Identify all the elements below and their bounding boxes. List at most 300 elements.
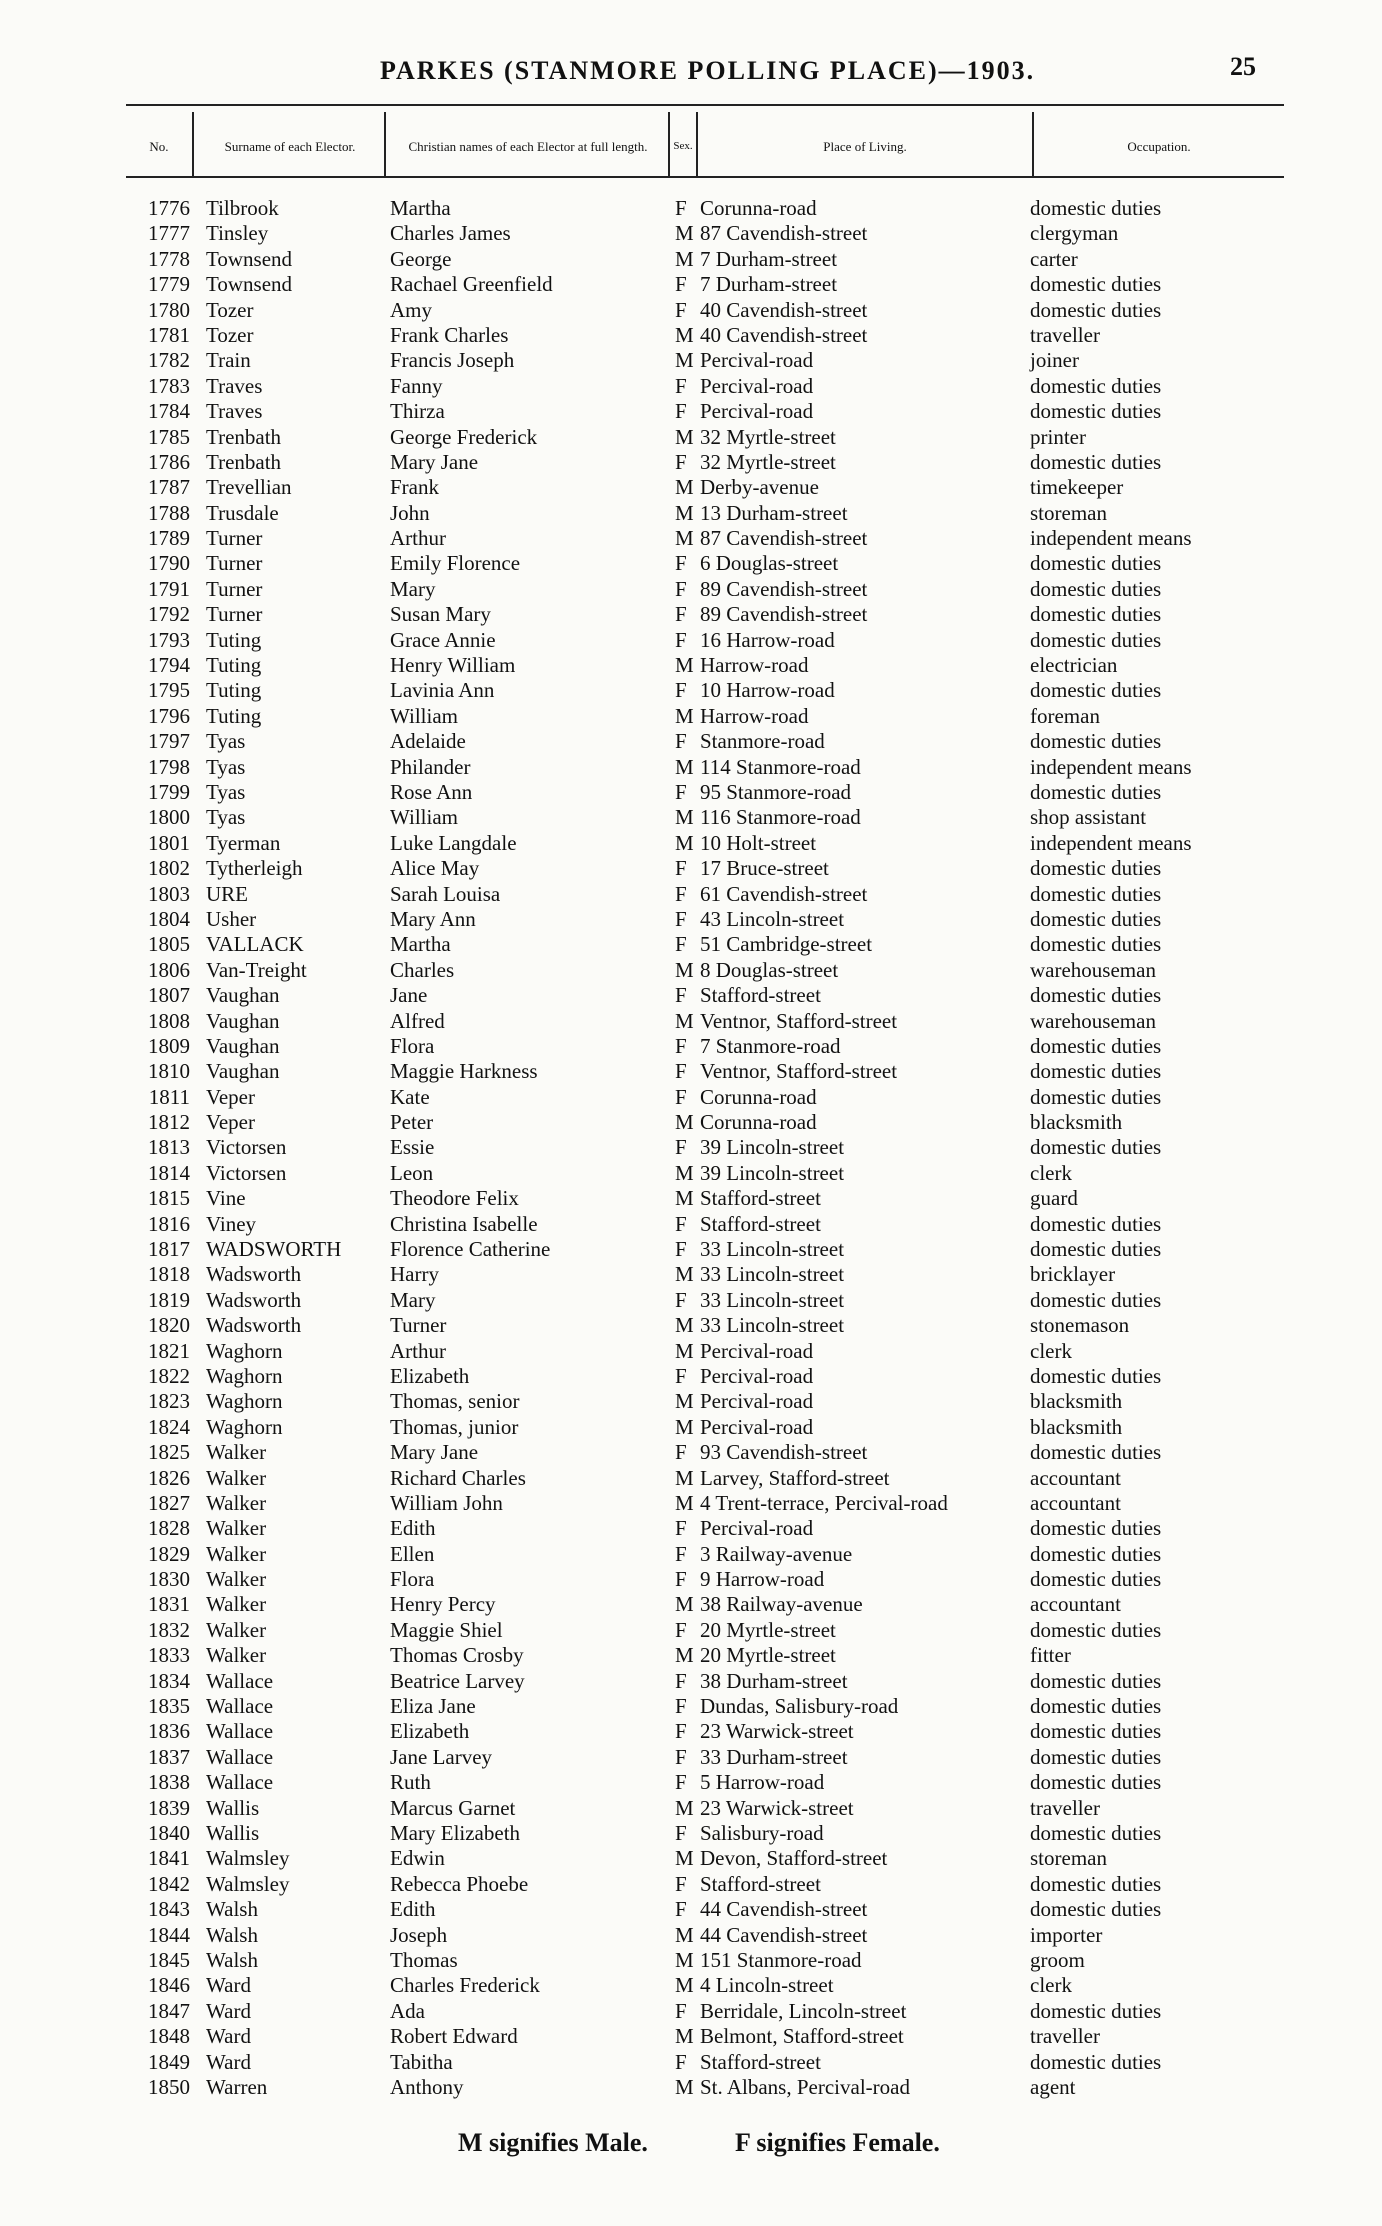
table-row bbox=[0, 1237, 1382, 1262]
elector-surname: Ward bbox=[206, 2024, 251, 2049]
elector-surname: Turner bbox=[206, 551, 263, 576]
elector-place: Corunna-road bbox=[700, 1084, 817, 1109]
elector-sex: M bbox=[675, 2024, 694, 2049]
elector-christian-names: Richard Charles bbox=[390, 1465, 526, 1490]
elector-number: 1785 bbox=[148, 424, 190, 449]
table-row bbox=[0, 1821, 1382, 1846]
elector-surname: Van-Treight bbox=[206, 957, 307, 982]
elector-place: Percival-road bbox=[700, 1389, 814, 1414]
table-row bbox=[0, 1110, 1382, 1135]
table-row bbox=[0, 323, 1382, 348]
elector-sex: M bbox=[675, 1947, 694, 1972]
elector-place: Percival-road bbox=[700, 399, 814, 424]
elector-occupation: carter bbox=[1030, 246, 1078, 271]
table-row bbox=[0, 1694, 1382, 1719]
elector-occupation: domestic duties bbox=[1030, 1033, 1162, 1058]
elector-christian-names: Fanny bbox=[390, 373, 443, 398]
elector-number: 1847 bbox=[148, 1998, 190, 2023]
elector-place: 89 Cavendish-street bbox=[700, 576, 868, 601]
elector-sex: F bbox=[675, 1440, 687, 1465]
elector-christian-names: Kate bbox=[390, 1084, 430, 1109]
elector-occupation: domestic duties bbox=[1030, 1694, 1162, 1719]
elector-christian-names: Mary Jane bbox=[390, 449, 479, 474]
elector-place: Harrow-road bbox=[700, 703, 809, 728]
table-row bbox=[0, 755, 1382, 780]
elector-number: 1848 bbox=[148, 2024, 190, 2049]
elector-sex: F bbox=[675, 1871, 687, 1896]
elector-number: 1817 bbox=[148, 1237, 190, 1262]
elector-surname: Tuting bbox=[206, 703, 262, 728]
elector-sex: F bbox=[675, 1719, 687, 1744]
elector-number: 1806 bbox=[148, 957, 190, 982]
elector-occupation: domestic duties bbox=[1030, 1567, 1162, 1592]
elector-christian-names: Martha bbox=[390, 932, 451, 957]
elector-sex: M bbox=[675, 653, 694, 678]
elector-sex: F bbox=[675, 983, 687, 1008]
elector-surname: Turner bbox=[206, 526, 263, 551]
column-header-place: Place of Living. bbox=[823, 138, 907, 154]
table-row bbox=[0, 805, 1382, 830]
elector-place: 93 Cavendish-street bbox=[700, 1440, 868, 1465]
female-note: F signifies Female. bbox=[735, 2128, 940, 2157]
elector-sex: F bbox=[675, 373, 687, 398]
elector-occupation: domestic duties bbox=[1030, 779, 1162, 804]
table-row bbox=[0, 1516, 1382, 1541]
elector-sex: F bbox=[675, 602, 687, 627]
elector-surname: Trenbath bbox=[206, 449, 282, 474]
elector-occupation: blacksmith bbox=[1030, 1389, 1123, 1414]
elector-place: Berridale, Lincoln-street bbox=[700, 1998, 907, 2023]
elector-christian-names: Alfred bbox=[390, 1008, 445, 1033]
elector-occupation: groom bbox=[1030, 1947, 1085, 1972]
elector-sex: F bbox=[675, 1770, 687, 1795]
elector-surname: Veper bbox=[206, 1110, 255, 1135]
elector-sex: F bbox=[675, 1135, 687, 1160]
table-row bbox=[0, 1085, 1382, 1110]
elector-surname: Ward bbox=[206, 2049, 251, 2074]
elector-place: 7 Stanmore-road bbox=[700, 1033, 841, 1058]
table-row bbox=[0, 1415, 1382, 1440]
elector-number: 1803 bbox=[148, 881, 190, 906]
elector-place: 16 Harrow-road bbox=[700, 627, 835, 652]
table-row bbox=[0, 1288, 1382, 1313]
elector-occupation: bricklayer bbox=[1030, 1262, 1116, 1287]
elector-place: Stafford-street bbox=[700, 983, 821, 1008]
elector-surname: Walker bbox=[206, 1617, 267, 1642]
elector-occupation: domestic duties bbox=[1030, 1668, 1162, 1693]
elector-surname: Townsend bbox=[206, 272, 293, 297]
elector-number: 1825 bbox=[148, 1440, 190, 1465]
elector-number: 1814 bbox=[148, 1160, 190, 1185]
elector-sex: M bbox=[675, 1846, 694, 1871]
elector-sex: F bbox=[675, 1237, 687, 1262]
elector-surname: Ward bbox=[206, 1973, 251, 1998]
elector-number: 1849 bbox=[148, 2049, 190, 2074]
elector-occupation: traveller bbox=[1030, 1795, 1100, 1820]
elector-surname: Tytherleigh bbox=[206, 856, 303, 881]
elector-surname: Wadsworth bbox=[206, 1287, 302, 1312]
elector-surname: Tuting bbox=[206, 627, 262, 652]
elector-surname: Wallis bbox=[206, 1795, 260, 1820]
elector-place: 40 Cavendish-street bbox=[700, 322, 868, 347]
elector-place: Stafford-street bbox=[700, 2049, 821, 2074]
elector-place: 33 Lincoln-street bbox=[700, 1287, 845, 1312]
elector-occupation: domestic duties bbox=[1030, 1998, 1162, 2023]
elector-christian-names: George Frederick bbox=[390, 424, 538, 449]
elector-number: 1831 bbox=[148, 1592, 190, 1617]
elector-place: 33 Durham-street bbox=[700, 1744, 848, 1769]
elector-christian-names: Rachael Greenfield bbox=[390, 272, 553, 297]
elector-occupation: domestic duties bbox=[1030, 551, 1162, 576]
elector-sex: M bbox=[675, 1490, 694, 1515]
table-row bbox=[0, 425, 1382, 450]
elector-christian-names: Mary bbox=[390, 576, 436, 601]
elector-sex: M bbox=[675, 754, 694, 779]
table-row bbox=[0, 1440, 1382, 1465]
elector-number: 1787 bbox=[148, 475, 190, 500]
table-row bbox=[0, 678, 1382, 703]
elector-number: 1840 bbox=[148, 1821, 190, 1845]
elector-occupation: domestic duties bbox=[1030, 2049, 1162, 2074]
table-row bbox=[0, 2050, 1382, 2075]
elector-surname: Victorsen bbox=[206, 1160, 287, 1185]
elector-christian-names: William John bbox=[390, 1490, 503, 1515]
elector-place: 44 Cavendish-street bbox=[700, 1922, 868, 1947]
elector-sex: M bbox=[675, 1465, 694, 1490]
elector-place: 61 Cavendish-street bbox=[700, 881, 868, 906]
elector-occupation: domestic duties bbox=[1030, 1897, 1162, 1922]
elector-place: Belmont, Stafford-street bbox=[700, 2024, 904, 2049]
elector-sex: M bbox=[675, 322, 694, 347]
elector-number: 1792 bbox=[148, 602, 190, 627]
elector-occupation: domestic duties bbox=[1030, 856, 1162, 881]
elector-occupation: importer bbox=[1030, 1922, 1103, 1947]
elector-place: 7 Durham-street bbox=[700, 246, 838, 271]
elector-surname: Vaughan bbox=[206, 1033, 280, 1058]
elector-place: Derby-avenue bbox=[700, 475, 819, 500]
table-row bbox=[0, 221, 1382, 246]
table-row bbox=[0, 1770, 1382, 1795]
elector-occupation: domestic duties bbox=[1030, 576, 1162, 601]
elector-surname: Tyas bbox=[206, 805, 246, 830]
elector-place: 10 Harrow-road bbox=[700, 678, 835, 703]
elector-christian-names: Thomas Crosby bbox=[390, 1643, 524, 1668]
elector-occupation: domestic duties bbox=[1030, 1719, 1162, 1744]
table-row bbox=[0, 1846, 1382, 1871]
elector-christian-names: Elizabeth bbox=[390, 1363, 470, 1388]
elector-surname: Ward bbox=[206, 1998, 251, 2023]
column-header-sex: Sex. bbox=[673, 139, 693, 152]
elector-number: 1778 bbox=[148, 246, 190, 271]
elector-place: 40 Cavendish-street bbox=[700, 297, 868, 322]
elector-sex: F bbox=[675, 856, 687, 881]
elector-place: Stafford-street bbox=[700, 1186, 821, 1211]
elector-surname: Tinsley bbox=[206, 221, 269, 246]
column-divider bbox=[1032, 112, 1034, 178]
table-row bbox=[0, 1034, 1382, 1059]
elector-sex: F bbox=[675, 1668, 687, 1693]
elector-place: 95 Stanmore-road bbox=[700, 779, 852, 804]
elector-christian-names: Amy bbox=[390, 297, 432, 322]
table-row bbox=[0, 831, 1382, 856]
elector-occupation: domestic duties bbox=[1030, 1440, 1162, 1465]
elector-place: 33 Lincoln-street bbox=[700, 1262, 845, 1287]
table-row bbox=[0, 374, 1382, 399]
elector-number: 1794 bbox=[148, 653, 190, 678]
elector-sex: M bbox=[675, 957, 694, 982]
table-row bbox=[0, 348, 1382, 373]
elector-surname: Walker bbox=[206, 1541, 267, 1566]
elector-place: 114 Stanmore-road bbox=[700, 754, 861, 779]
elector-number: 1838 bbox=[148, 1770, 190, 1795]
elector-christian-names: Edith bbox=[390, 1516, 436, 1541]
elector-place: 10 Holt-street bbox=[700, 830, 817, 855]
elector-number: 1815 bbox=[148, 1186, 190, 1211]
elector-place: Salisbury-road bbox=[700, 1821, 824, 1845]
elector-surname: Trusdale bbox=[206, 500, 279, 525]
table-row bbox=[0, 399, 1382, 424]
elector-sex: M bbox=[675, 1008, 694, 1033]
elector-number: 1791 bbox=[148, 576, 190, 601]
table-row bbox=[0, 882, 1382, 907]
elector-surname: VALLACK bbox=[206, 932, 304, 957]
elector-christian-names: Thomas bbox=[390, 1947, 458, 1972]
table-row bbox=[0, 1135, 1382, 1160]
elector-christian-names: Susan Mary bbox=[390, 602, 491, 627]
elector-number: 1826 bbox=[148, 1465, 190, 1490]
elector-sex: F bbox=[675, 1744, 687, 1769]
column-divider bbox=[192, 112, 194, 178]
elector-surname: Tozer bbox=[206, 322, 254, 347]
table-row bbox=[0, 1745, 1382, 1770]
elector-occupation: traveller bbox=[1030, 322, 1100, 347]
elector-occupation: domestic duties bbox=[1030, 1287, 1162, 1312]
male-note: M signifies Male. bbox=[458, 2128, 648, 2157]
elector-sex: M bbox=[675, 500, 694, 525]
elector-surname: Wadsworth bbox=[206, 1262, 302, 1287]
elector-sex: F bbox=[675, 551, 687, 576]
elector-christian-names: Mary Jane bbox=[390, 1440, 479, 1465]
elector-number: 1820 bbox=[148, 1313, 190, 1338]
elector-occupation: agent bbox=[1030, 2074, 1076, 2099]
elector-surname: Waghorn bbox=[206, 1338, 283, 1363]
elector-number: 1835 bbox=[148, 1694, 190, 1719]
elector-number: 1836 bbox=[148, 1719, 190, 1744]
elector-number: 1799 bbox=[148, 779, 190, 804]
elector-sex: F bbox=[675, 1059, 687, 1084]
elector-christian-names: Henry William bbox=[390, 653, 516, 678]
table-row bbox=[0, 1923, 1382, 1948]
table-row bbox=[0, 1161, 1382, 1186]
elector-occupation: domestic duties bbox=[1030, 1211, 1162, 1236]
elector-occupation: domestic duties bbox=[1030, 983, 1162, 1008]
elector-sex: M bbox=[675, 1592, 694, 1617]
elector-christian-names: Maggie Shiel bbox=[390, 1617, 503, 1642]
elector-christian-names: Mary Elizabeth bbox=[390, 1821, 521, 1845]
elector-place: Percival-road bbox=[700, 1363, 814, 1388]
table-row bbox=[0, 298, 1382, 323]
elector-sex: F bbox=[675, 1821, 687, 1845]
elector-surname: Viney bbox=[206, 1211, 257, 1236]
elector-place: 4 Lincoln-street bbox=[700, 1973, 834, 1998]
elector-christian-names: Tabitha bbox=[390, 2049, 453, 2074]
elector-christian-names: Philander bbox=[390, 754, 471, 779]
table-row bbox=[0, 1948, 1382, 1973]
elector-christian-names: Luke Langdale bbox=[390, 830, 517, 855]
elector-number: 1776 bbox=[148, 196, 190, 220]
elector-surname: Tozer bbox=[206, 297, 254, 322]
elector-christian-names: Arthur bbox=[390, 1338, 446, 1363]
elector-occupation: traveller bbox=[1030, 2024, 1100, 2049]
elector-number: 1807 bbox=[148, 983, 190, 1008]
table-row bbox=[0, 1592, 1382, 1617]
elector-surname: Wadsworth bbox=[206, 1313, 302, 1338]
elector-number: 1813 bbox=[148, 1135, 190, 1160]
elector-surname: Tyas bbox=[206, 729, 246, 754]
elector-sex: M bbox=[675, 1795, 694, 1820]
elector-sex: M bbox=[675, 475, 694, 500]
page-title: PARKES (STANMORE POLLING PLACE)—1903. bbox=[380, 56, 1036, 85]
elector-christian-names: Charles Frederick bbox=[390, 1973, 540, 1998]
elector-number: 1801 bbox=[148, 830, 190, 855]
elector-christian-names: George bbox=[390, 246, 452, 271]
table-row bbox=[0, 1389, 1382, 1414]
elector-surname: Tyas bbox=[206, 754, 246, 779]
elector-place: 13 Durham-street bbox=[700, 500, 848, 525]
elector-christian-names: Charles bbox=[390, 957, 455, 982]
column-header-no: No. bbox=[149, 138, 169, 154]
table-row bbox=[0, 729, 1382, 754]
elector-number: 1841 bbox=[148, 1846, 190, 1871]
elector-number: 1843 bbox=[148, 1897, 190, 1922]
elector-surname: Vaughan bbox=[206, 1059, 280, 1084]
elector-christian-names: Leon bbox=[390, 1160, 434, 1185]
elector-place: Larvey, Stafford-street bbox=[700, 1465, 890, 1490]
header-top-rule bbox=[126, 104, 1284, 106]
elector-occupation: domestic duties bbox=[1030, 1871, 1162, 1896]
table-row bbox=[0, 958, 1382, 983]
elector-surname: Turner bbox=[206, 576, 263, 601]
page-header bbox=[0, 52, 1382, 92]
elector-christian-names: Rose Ann bbox=[390, 779, 473, 804]
elector-number: 1811 bbox=[148, 1084, 190, 1109]
elector-place: Percival-road bbox=[700, 373, 814, 398]
elector-place: Ventnor, Stafford-street bbox=[700, 1059, 898, 1084]
elector-number: 1808 bbox=[148, 1008, 190, 1033]
elector-place: 5 Harrow-road bbox=[700, 1770, 825, 1795]
table-row bbox=[0, 1339, 1382, 1364]
elector-sex: F bbox=[675, 1033, 687, 1058]
table-row bbox=[0, 1796, 1382, 1821]
elector-number: 1830 bbox=[148, 1567, 190, 1592]
elector-sex: F bbox=[675, 779, 687, 804]
elector-place: 20 Myrtle-street bbox=[700, 1643, 836, 1668]
elector-number: 1828 bbox=[148, 1516, 190, 1541]
elector-christian-names: Florence Catherine bbox=[390, 1237, 551, 1262]
elector-number: 1780 bbox=[148, 297, 190, 322]
elector-surname: Wallace bbox=[206, 1668, 274, 1693]
elector-place: 4 Trent-terrace, Percival-road bbox=[700, 1490, 948, 1515]
elector-christian-names: Thomas, senior bbox=[390, 1389, 520, 1414]
elector-surname: Walker bbox=[206, 1465, 267, 1490]
elector-surname: Veper bbox=[206, 1084, 255, 1109]
elector-number: 1823 bbox=[148, 1389, 190, 1414]
elector-sex: F bbox=[675, 1363, 687, 1388]
elector-sex: M bbox=[675, 246, 694, 271]
elector-place: Corunna-road bbox=[700, 1110, 817, 1135]
elector-surname: Walmsley bbox=[206, 1871, 290, 1896]
elector-sex: F bbox=[675, 932, 687, 957]
elector-surname: Wallis bbox=[206, 1821, 260, 1845]
table-row bbox=[0, 907, 1382, 932]
elector-place: Corunna-road bbox=[700, 196, 817, 220]
elector-occupation: clergyman bbox=[1030, 221, 1119, 246]
table-row bbox=[0, 780, 1382, 805]
elector-sex: M bbox=[675, 1160, 694, 1185]
elector-christian-names: Flora bbox=[390, 1567, 435, 1592]
table-row bbox=[0, 704, 1382, 729]
elector-surname: Trevellian bbox=[206, 475, 292, 500]
elector-number: 1812 bbox=[148, 1110, 190, 1135]
elector-occupation: domestic duties bbox=[1030, 1617, 1162, 1642]
elector-christian-names: Henry Percy bbox=[390, 1592, 496, 1617]
elector-christian-names: Joseph bbox=[390, 1922, 448, 1947]
page-number: 25 bbox=[1230, 52, 1256, 81]
elector-number: 1816 bbox=[148, 1211, 190, 1236]
elector-number: 1809 bbox=[148, 1033, 190, 1058]
elector-occupation: domestic duties bbox=[1030, 1135, 1162, 1160]
elector-surname: Trenbath bbox=[206, 424, 282, 449]
elector-sex: F bbox=[675, 1211, 687, 1236]
elector-sex: M bbox=[675, 1973, 694, 1998]
elector-number: 1839 bbox=[148, 1795, 190, 1820]
elector-surname: Tuting bbox=[206, 678, 262, 703]
elector-sex: M bbox=[675, 1389, 694, 1414]
elector-sex: M bbox=[675, 1414, 694, 1439]
elector-number: 1844 bbox=[148, 1922, 190, 1947]
elector-occupation: foreman bbox=[1030, 703, 1100, 728]
elector-sex: F bbox=[675, 678, 687, 703]
elector-number: 1789 bbox=[148, 526, 190, 551]
elector-surname: Traves bbox=[206, 373, 263, 398]
table-row bbox=[0, 932, 1382, 957]
elector-number: 1788 bbox=[148, 500, 190, 525]
elector-occupation: joiner bbox=[1030, 348, 1079, 373]
elector-place: Stanmore-road bbox=[700, 729, 825, 754]
elector-christian-names: Theodore Felix bbox=[390, 1186, 519, 1211]
table-row bbox=[0, 1567, 1382, 1592]
column-divider bbox=[696, 112, 698, 178]
elector-christian-names: Peter bbox=[390, 1110, 434, 1135]
elector-sex: F bbox=[675, 1897, 687, 1922]
table-row bbox=[0, 1009, 1382, 1034]
elector-occupation: clerk bbox=[1030, 1973, 1072, 1998]
elector-surname: Walker bbox=[206, 1490, 267, 1515]
elector-number: 1802 bbox=[148, 856, 190, 881]
elector-surname: Walker bbox=[206, 1592, 267, 1617]
elector-place: Harrow-road bbox=[700, 653, 809, 678]
electors-table bbox=[0, 196, 1382, 2100]
elector-christian-names: Rebecca Phoebe bbox=[390, 1871, 529, 1896]
elector-sex: M bbox=[675, 1643, 694, 1668]
elector-place: 151 Stanmore-road bbox=[700, 1947, 862, 1972]
elector-number: 1797 bbox=[148, 729, 190, 754]
elector-place: 43 Lincoln-street bbox=[700, 906, 845, 931]
table-row bbox=[0, 501, 1382, 526]
elector-sex: F bbox=[675, 449, 687, 474]
elector-place: 116 Stanmore-road bbox=[700, 805, 861, 830]
elector-christian-names: Sarah Louisa bbox=[390, 881, 501, 906]
